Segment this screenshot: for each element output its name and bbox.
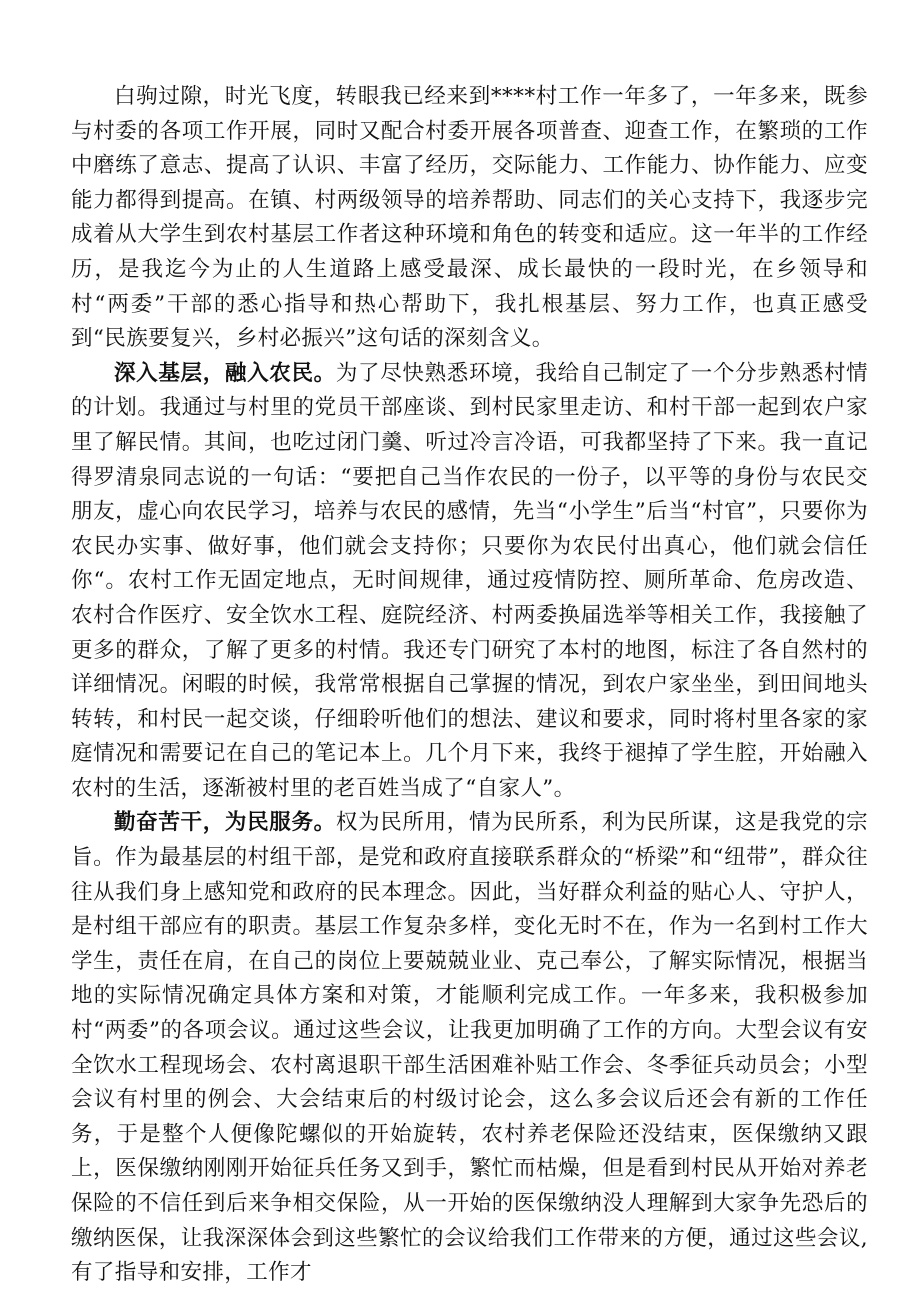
paragraph-service — [71, 806, 868, 1290]
paragraph-grassroots-lead: 深入基层，融入农民。 — [114, 360, 336, 386]
paragraph-service-text: 权为民所用，情为民所系，利为民所谋，这是我党的宗旨。作为最基层的村组干部，是党和政府直接联系群众的“桥梁”和“纽带”，群众往往从我们身上感知党和政府的民本理念。因此，当好群众利益的贴心人、守护人，是村组干部应有的职责。基层工作复杂多样，变化无时不在，作为一名到村工作大学生，责任在肩，在自己的岗位上要兢兢业业、克己奉公，了解实际情况，根据当地的实际情况确定具体方案和对策，才能顺利完成工作。一年多来，我积极参加村“两委”的各项会议。通过这些会议，让我更加明确了工作的方向。大型会议有安全饮水工程现场会、农村离退职干部生活困难补贴工作会、冬季征兵动员会；小型会议有村里的例会、大会结束后的村级讨论会，这么多会议后还会有新的工作任务，于是整个人便像陀螺似的开始旋转，农村养老保险还没结束，医保缴纳又跟上，医保缴纳刚刚开始征兵任务又到手，繁忙而枯燥，但是看到村民从开始对养老保险的不信任到后来争相交保险，从一开始的医保缴纳没人理解到大家争先恐后的缴纳医保，让我深深体会到这些繁忙的会议给我们工作带来的方便，通过这些会议,有了指导和安排，工作才 — [71, 810, 868, 1286]
paragraph-grassroots-text: 为了尽快熟悉环境，我给自己制定了一个分步熟悉村情的计划。我通过与村里的党员干部座谈、到村民家里走访、和村干部一起到农户家里了解民情。其间，也吃过闭门羹、听过冷言冷语，可我都坚持了下来。我一直记得罗清泉同志说的一句话：“要把自己当作农民的一份子，以平等的身份与农民交朋友，虚心向农民学习，培养与农民的感情，先当“小学生”后当“村官”，只要你为农民办实事、做好事，他们就会支持你；只要你为农民付出真心，他们就会信任你“。农村工作无固定地点，无时间规律，通过疫情防控、厕所革命、危房改造、农村合作医疗、安全饮水工程、庭院经济、村两委换届选举等相关工作，我接触了更多的群众，了解了更多的村情。我还专门研究了本村的地图，标注了各自然村的详细情况。闲暇的时候，我常常根据自己掌握的情况，到农户家坐坐，到田间地头转转，和村民一起交谈，仔细聆听他们的想法、建议和要求，同时将村里各家的家庭情况和需要记在自己的笔记本上。几个月下来，我终于褪掉了学生腔，开始融入农村的生活，逐渐被村里的老百姓当成了“自家人”。 — [71, 360, 868, 801]
paragraph-intro-text: 白驹过隙，时光飞度，转眼我已经来到****村工作一年多了，一年多来，既参与村委的各项工作开展，同时又配合村委开展各项普查、迎查工作，在繁琐的工作中磨练了意志、提高了认识、丰富了经历，交际能力、工作能力、协作能力、应变能力都得到提高。在镇、村两级领导的培养帮助、同志们的关心支持下，我逐步完成着从大学生到农村基层工作者这种环境和角色的转变和适应。这一年半的工作经历，是我迄今为止的人生道路上感受最深、成长最快的一段时光，在乡领导和村“两委”干部的悉心指导和热心帮助下，我扎根基层、努力工作，也真正感受到“民族要复兴，乡村必振兴”这句话的深刻含义。 — [71, 84, 868, 352]
paragraph-service-lead: 勤奋苦干，为民服务。 — [114, 810, 336, 836]
paragraph-grassroots — [71, 357, 868, 807]
paragraph-intro — [71, 80, 868, 357]
